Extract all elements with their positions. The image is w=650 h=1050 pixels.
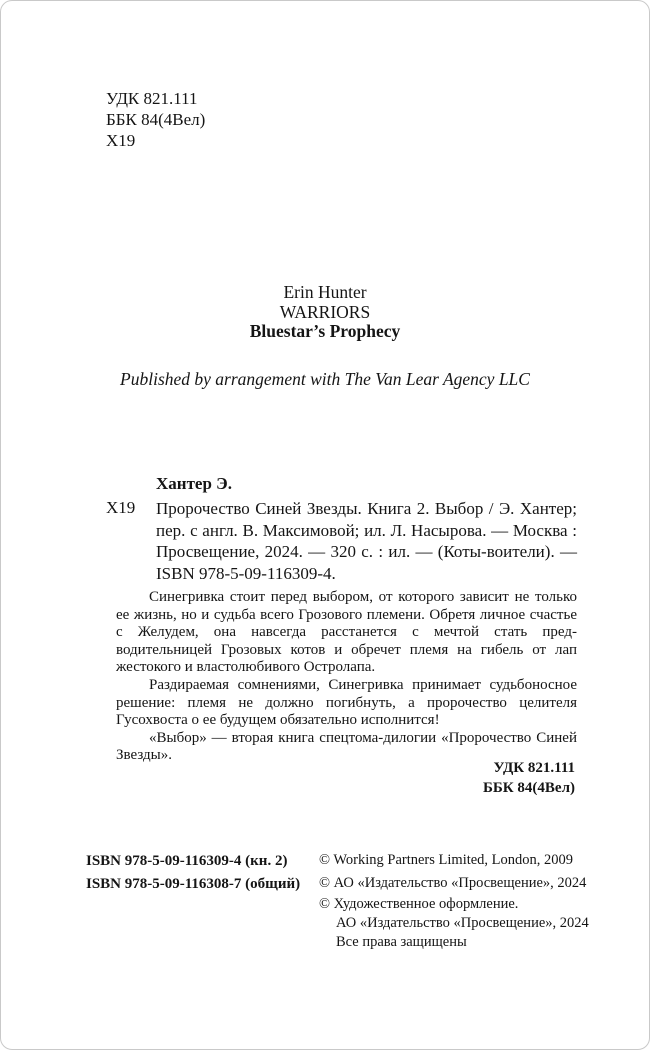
copyright-block — [319, 851, 589, 952]
bbk-code: ББК 84(4Вел) — [106, 110, 206, 129]
catalog-author: Хантер Э. — [156, 474, 232, 493]
copyright-line: © АО «Издательство «Просвещение», 2024 — [319, 875, 587, 891]
udk-code: УДК 821.111 — [106, 89, 198, 108]
isbn-block — [86, 850, 300, 896]
book-series: WARRIORS — [279, 301, 371, 322]
isbn-common: ISBN 978-5-09-116308-7 (общий) — [86, 876, 301, 892]
bbk-code-right: ББК 84(4Вел) — [482, 780, 575, 796]
codes-right-block — [483, 758, 575, 798]
original-title-block — [1, 283, 649, 342]
isbn-book: ISBN 978-5-09-116309-4 (кн. 2) — [86, 853, 288, 869]
agency-line: Published by arrangement with The Van Lear Agency LLC — [120, 369, 530, 389]
copyright-line: © Working Partners Limited, London, 2009 — [319, 852, 574, 868]
annotation-paragraph: Синегривка стоит перед выбором, от которого зависит не только ее жизнь, но и судьба всего Грозового племени. Обретя личное счастье с Желудем, она навсегда расстанется с мечтой стать предводительницей Грозовых котов и обречет племя на гибель от лап жестокого и властолюбивого Остролапа. — [116, 589, 577, 676]
catalog-row — [106, 498, 577, 584]
udk-code-right: УДК 821.111 — [493, 760, 575, 776]
copyright-line: АО «Издательство «Просвещение», 2024 — [336, 915, 589, 931]
book-author: Erin Hunter — [283, 282, 367, 302]
copyright-line: © Художественное оформление. — [319, 896, 519, 912]
top-codes-block — [106, 88, 205, 151]
catalog-entry: Пророчество Синей Звезды. Книга 2. Выбор / Э. Хантер; пер. с англ. В. Максимовой; ил. Л. Насырова. — Москва : Просвещение, 2024. — 320 с. : ил. — (Коты-воители). — ISBN 978-5-09-116309-4. — [156, 499, 577, 583]
annotation-block — [116, 589, 577, 765]
annotation-paragraph: Раздираемая сомнениями, Синегривка принимает судьбоносное решение: племя не должно погибнуть, а пророчество целителя Гусохвоста о ее будущем обязательно исполнится! — [116, 676, 577, 729]
annotation-paragraph: «Выбор» — вторая книга спецтома-дилогии «Пророчество Синей Звезды». — [116, 729, 577, 764]
copyright-line: Все права защищены — [336, 934, 467, 950]
author-sign-code: Х19 — [106, 131, 136, 150]
book-title: Bluestar’s Prophecy — [249, 321, 401, 341]
catalog-index: Х19 — [106, 498, 136, 517]
